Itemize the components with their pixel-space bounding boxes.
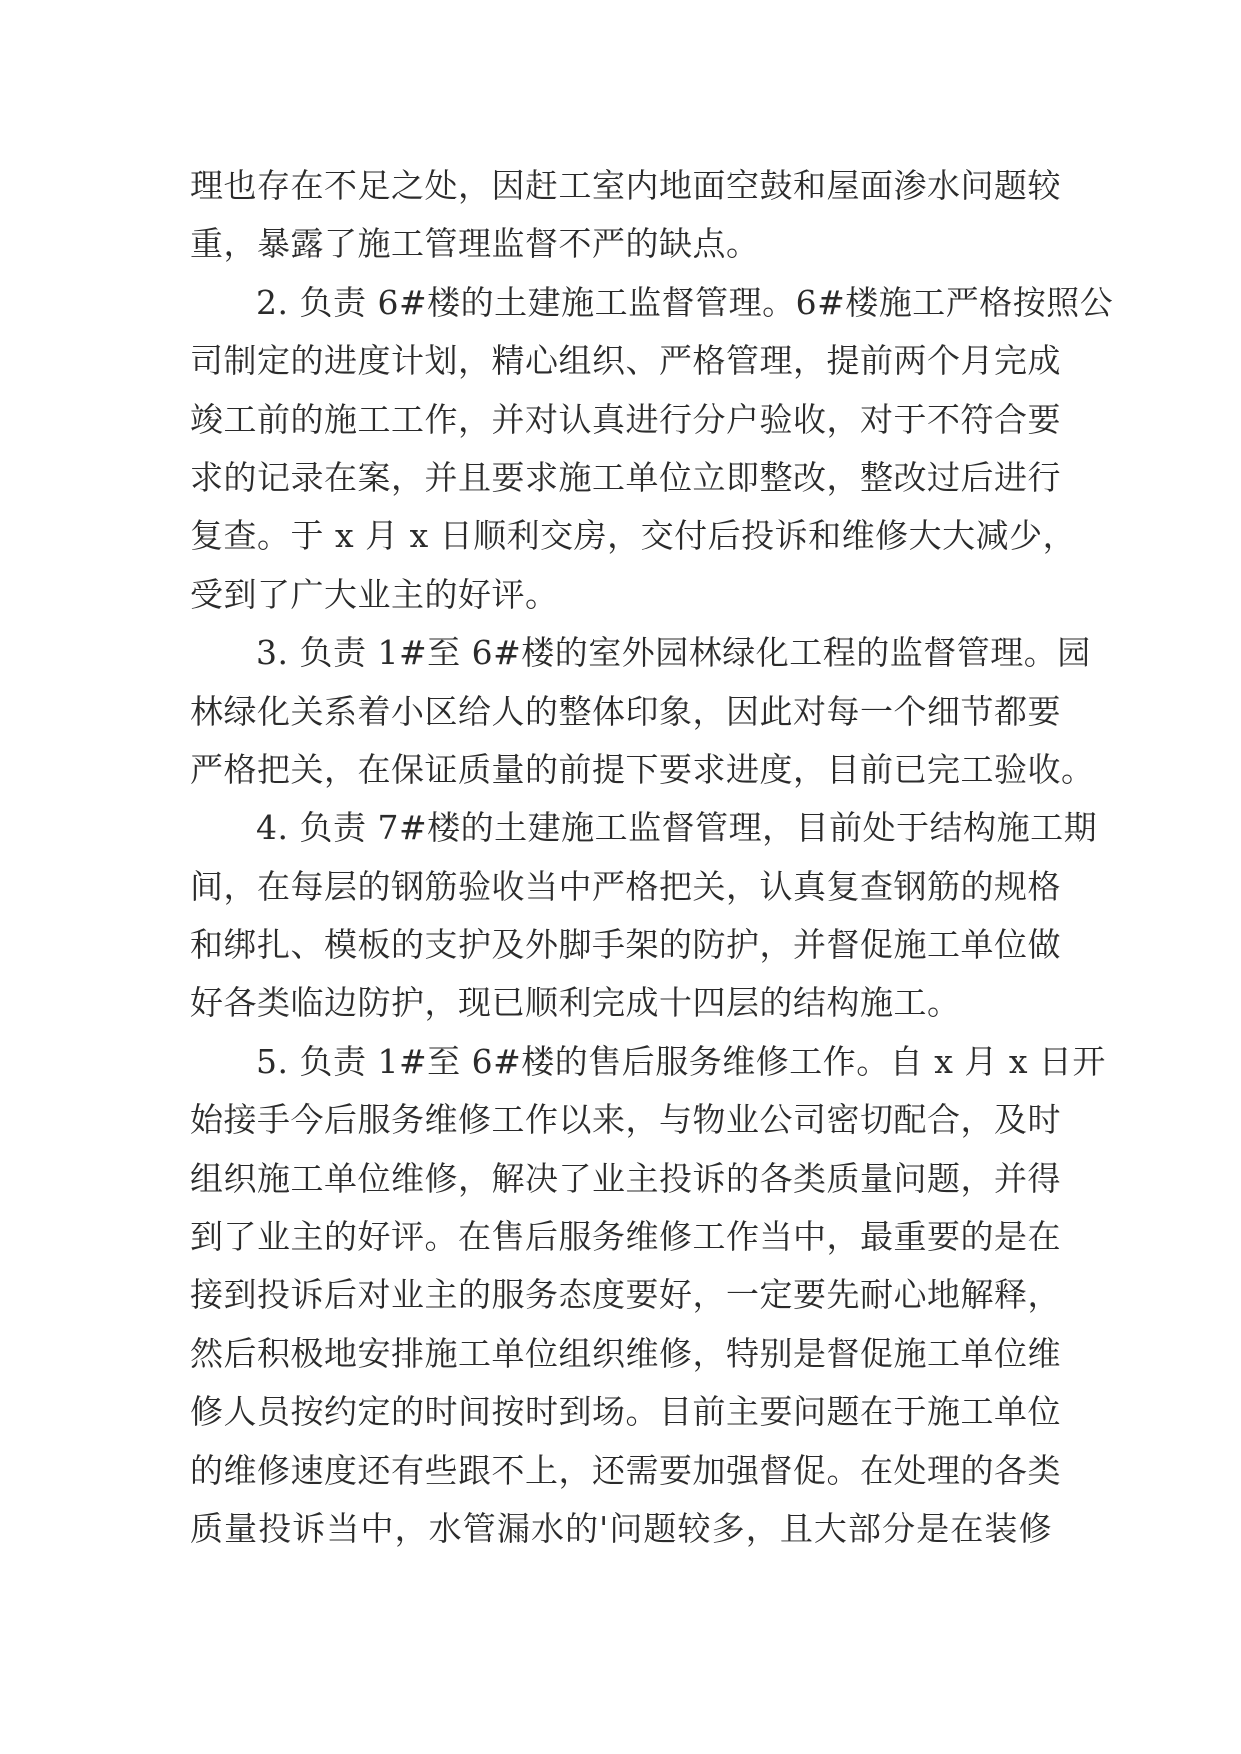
text-line: 间，在每层的钢筋验收当中严格把关，认真复查钢筋的规格 <box>190 866 1061 906</box>
text-line: 竣工前的施工工作，并对认真进行分户验收，对于不符合要 <box>190 399 1061 439</box>
text-line: 严格把关，在保证质量的前提下要求进度，目前已完工验收。 <box>190 749 1095 789</box>
text-line: 始接手今后服务维修工作以来，与物业公司密切配合，及时 <box>190 1100 1061 1140</box>
text-line: 组织施工单位维修，解决了业主投诉的各类质量问题，并得 <box>190 1158 1061 1198</box>
paragraph-3-start: 3. 负责 1#至 6#楼的室外园林绿化工程的监督管理。园 <box>256 633 1091 673</box>
text-line: 的维修速度还有些跟不上，还需要加强督促。在处理的各类 <box>190 1450 1061 1490</box>
document-body <box>190 157 1114 1558</box>
text-line: 然后积极地安排施工单位组织维修，特别是督促施工单位维 <box>190 1333 1061 1373</box>
text-line: 司制定的进度计划，精心组织、严格管理，提前两个月完成 <box>190 341 1061 381</box>
text-line: 理也存在不足之处，因赶工室内地面空鼓和屋面渗水问题较 <box>190 166 1061 205</box>
text-line: 复查。于 x 月 x 日顺利交房，交付后投诉和维修大大减少， <box>190 516 1077 556</box>
text-line: 接到投诉后对业主的服务态度要好，一定要先耐心地解释， <box>190 1275 1061 1315</box>
text-line: 到了业主的好评。在售后服务维修工作当中，最重要的是在 <box>190 1217 1061 1257</box>
text-line: 求的记录在案，并且要求施工单位立即整改，整改过后进行 <box>190 457 1061 497</box>
text-line: 林绿化关系着小区给人的整体印象，因此对每一个细节都要 <box>190 691 1061 731</box>
paragraph-4-start: 4. 负责 7#楼的土建施工监督管理，目前处于结构施工期 <box>256 808 1098 848</box>
text-line: 质量投诉当中，水管漏水的'问题较多，且大部分是在装修 <box>190 1508 1052 1548</box>
text-line: 修人员按约定的时间按时到场。目前主要问题在于施工单位 <box>190 1392 1061 1432</box>
paragraph-2-start: 2. 负责 6#楼的土建施工监督管理。6#楼施工严格按照公 <box>256 282 1114 322</box>
text-line: 好各类临边防护，现已顺利完成十四层的结构施工。 <box>190 983 961 1023</box>
text-line: 和绑扎、模板的支护及外脚手架的防护，并督促施工单位做 <box>190 925 1061 965</box>
text-line: 受到了广大业主的好评。 <box>190 574 559 614</box>
paragraph-5-start: 5. 负责 1#至 6#楼的售后服务维修工作。自 x 月 x 日开 <box>256 1041 1106 1081</box>
text-line: 重，暴露了施工管理监督不严的缺点。 <box>190 224 760 264</box>
